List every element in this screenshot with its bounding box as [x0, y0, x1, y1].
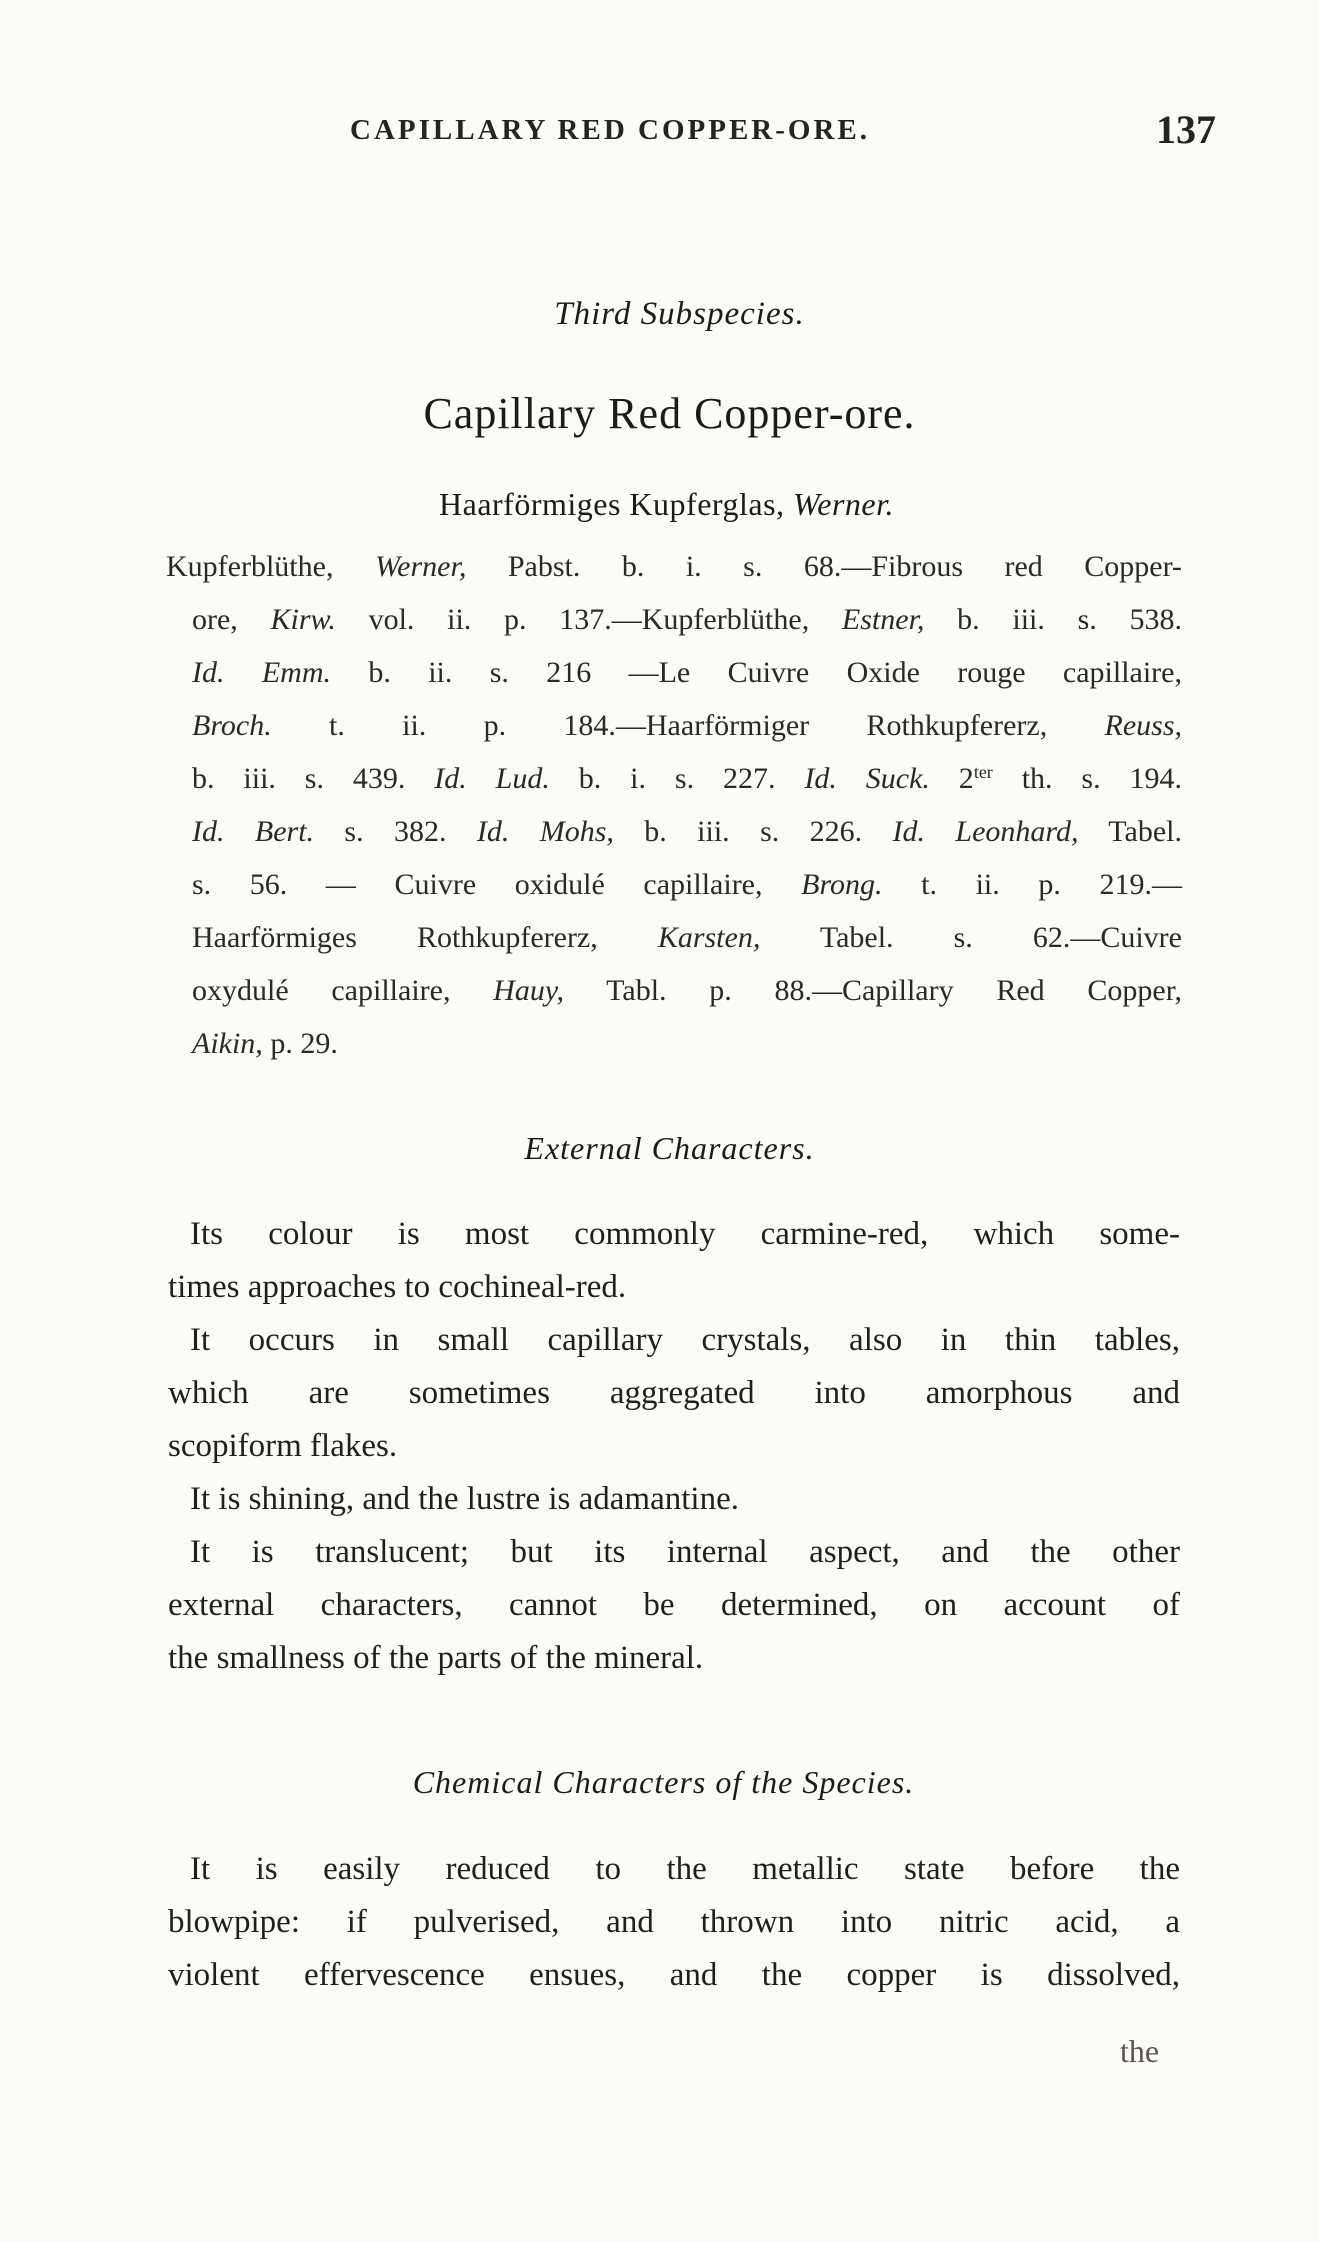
- citation-author: Estner,: [841, 603, 925, 636]
- synonymy-text: s. 382.: [314, 815, 477, 848]
- citation-author: Id. Bert.: [192, 815, 315, 848]
- synonymy-text: Kupferblüthe,: [166, 550, 375, 583]
- synonymy-text: ore,: [192, 603, 271, 636]
- synonymy-text: p. 29.: [262, 1027, 338, 1060]
- text-line: times approaches to cochineal-red.: [168, 1269, 627, 1305]
- citation-author: Karsten,: [657, 921, 761, 954]
- citation-author: Id. Lud.: [434, 762, 550, 795]
- citation-author: Aikin,: [192, 1027, 263, 1060]
- synonymy-text: Tabel. s. 62.—Cuivre: [760, 921, 1182, 954]
- german-name: [0, 486, 1319, 523]
- synonymy-text: b. iii. s. 538.: [924, 603, 1182, 636]
- synonymy-text: oxydulé capillaire,: [192, 974, 494, 1007]
- external-characters-heading: External Characters.: [524, 1130, 815, 1166]
- synonymy-line: [166, 911, 1182, 964]
- synonymy-line: [166, 593, 1182, 646]
- synonymy-text: 2: [929, 762, 974, 795]
- synonymy-text: Tabl. p. 88.—Capillary Red Copper,: [564, 974, 1182, 1007]
- synonymy-line: [166, 540, 1182, 593]
- synonymy-line: [166, 699, 1182, 752]
- synonymy-line: [166, 858, 1182, 911]
- citation-author: Broch.: [192, 709, 272, 742]
- synonymy-line: [166, 805, 1182, 858]
- text-line: It is easily reduced to the metallic state before the: [190, 1851, 1180, 1887]
- synonymy-text: s. 56. — Cuivre oxidulé capillaire,: [192, 868, 802, 901]
- synonymy-text: t. ii. p. 219.—: [882, 868, 1182, 901]
- chemical-characters-text: [168, 1843, 1180, 2002]
- text-line: the smallness of the parts of the mineral.: [168, 1640, 704, 1676]
- text-line: It is shining, and the lustre is adamantine.: [190, 1481, 739, 1517]
- synonymy-paragraph: [166, 540, 1182, 1070]
- synonymy-line: [166, 646, 1182, 699]
- external-characters-text: [168, 1208, 1180, 1685]
- text-line: It is translucent; but its internal aspect, and the other: [190, 1534, 1180, 1570]
- citation-author: Brong.: [801, 868, 883, 901]
- synonymy-text: vol. ii. p. 137.—Kupferblüthe,: [335, 603, 842, 636]
- synonymy-text: Tabel.: [1078, 815, 1182, 848]
- text-line: scopiform flakes.: [168, 1428, 398, 1464]
- german-name-text: Haarförmiges Kupferglas,: [439, 486, 794, 522]
- superscript: ter: [973, 762, 993, 782]
- species-title: Capillary Red Copper-ore.: [423, 389, 916, 438]
- citation-author: Id. Emm.: [192, 656, 331, 689]
- synonymy-line: [166, 1017, 1182, 1070]
- citation-author: Kirw.: [270, 603, 336, 636]
- synonymy-line: [166, 752, 1182, 805]
- synonymy-text: t. ii. p. 184.—Haarförmiger Rothkupfererz,: [271, 709, 1105, 742]
- text-line: violent effervescence ensues, and the copper is dissolved,: [168, 1957, 1180, 1993]
- synonymy-text: b. iii. s. 439.: [192, 762, 435, 795]
- text-line: external characters, cannot be determined, on account of: [168, 1587, 1180, 1623]
- synonymy-text: Pabst. b. i. s. 68.—Fibrous red Copper-: [466, 550, 1182, 583]
- synonymy-text: b. iii. s. 226.: [613, 815, 893, 848]
- german-name-author: Werner.: [793, 486, 894, 522]
- citation-author: Hauy,: [493, 974, 564, 1007]
- citation-author: Werner,: [374, 550, 467, 583]
- chemical-characters-heading: Chemical Characters of the Species.: [412, 1764, 915, 1800]
- text-line: Its colour is most commonly carmine-red, which some-: [190, 1216, 1180, 1252]
- synonymy-text: Haarförmiges Rothkupfererz,: [192, 921, 658, 954]
- citation-author: Id. Mohs,: [476, 815, 614, 848]
- citation-author: Id. Suck.: [804, 762, 930, 795]
- page-number: 137: [1156, 107, 1216, 152]
- text-line: It occurs in small capillary crystals, also in thin tables,: [190, 1322, 1180, 1358]
- catchword: the: [1120, 2033, 1160, 2069]
- synonymy-text: b. ii. s. 216 —Le Cuivre Oxide rouge capillaire,: [331, 656, 1182, 689]
- synonymy-text: th. s. 194.: [992, 762, 1183, 795]
- citation-author: Id. Leonhard,: [892, 815, 1079, 848]
- citation-author: Reuss,: [1104, 709, 1182, 742]
- text-line: which are sometimes aggregated into amorphous and: [168, 1375, 1180, 1411]
- subspecies-label: Third Subspecies.: [554, 296, 805, 332]
- synonymy-text: b. i. s. 227.: [549, 762, 805, 795]
- text-line: blowpipe: if pulverised, and thrown into nitric acid, a: [168, 1904, 1180, 1940]
- synonymy-line: [166, 964, 1182, 1017]
- running-head: CAPILLARY RED COPPER-ORE.: [350, 114, 870, 146]
